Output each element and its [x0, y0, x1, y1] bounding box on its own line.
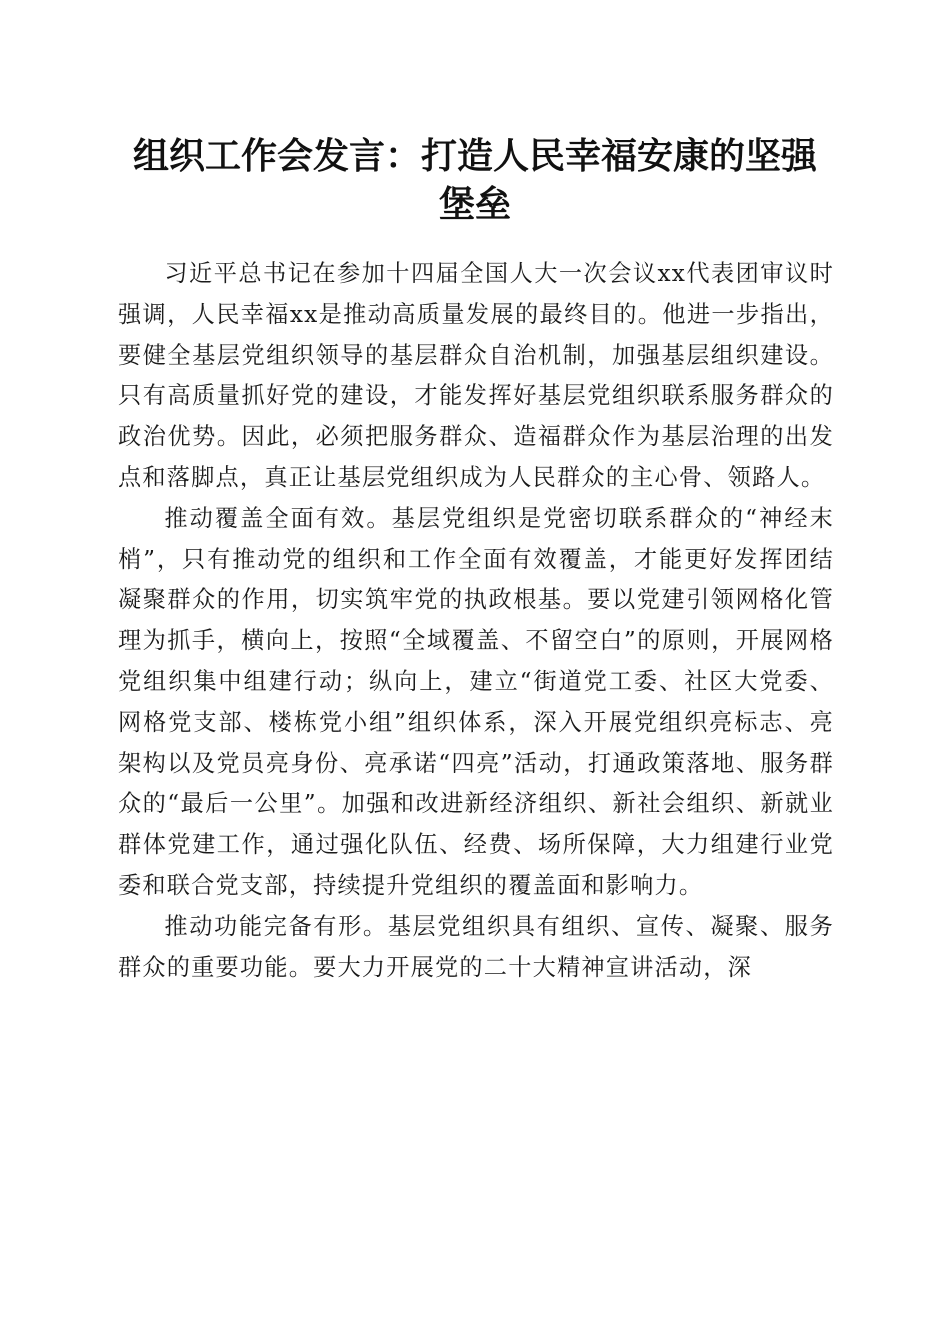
document-title: 组织工作会发言：打造人民幸福安康的坚强堡垒 — [132, 135, 817, 225]
document-body — [118, 254, 834, 988]
paragraph: 推动覆盖全面有效。基层党组织是党密切联系群众的“神经末梢”，只有推动党的组织和工作全面有效覆盖，才能更好发挥团结凝聚群众的作用，切实筑牢党的执政根基。要以党建引领网格化管理为抓手，横向上，按照“全域覆盖、不留空白”的原则，开展网格党组织集中组建行动；纵向上，建立“街道党工委、社区大党委、网格党支部、楼栋党小组”组织体系，深入开展党组织亮标志、亮架构以及党员亮身份、亮承诺“四亮”活动，打通政策落地、服务群众的“最后一公里”。加强和改进新经济组织、新社会组织、新就业群体党建工作，通过强化队伍、经费、场所保障，大力组建行业党委和联合党支部，持续提升党组织的覆盖面和影响力。 — [118, 504, 834, 899]
paragraph: 推动功能完备有形。基层党组织具有组织、宣传、凝聚、服务群众的重要功能。要大力开展党的二十大精神宣讲活动，深 — [118, 912, 834, 981]
paragraph: 习近平总书记在参加十四届全国人大一次会议xx代表团审议时强调，人民幸福xx是推动高质量发展的最终目的。他进一步指出，要健全基层党组织领导的基层群众自治机制，加强基层组织建设。只有高质量抓好党的建设，才能发挥好基层党组织联系服务群众的政治优势。因此，必须把服务群众、造福群众作为基层治理的出发点和落脚点，真正让基层党组织成为人民群众的主心骨、领路人。 — [118, 260, 834, 491]
